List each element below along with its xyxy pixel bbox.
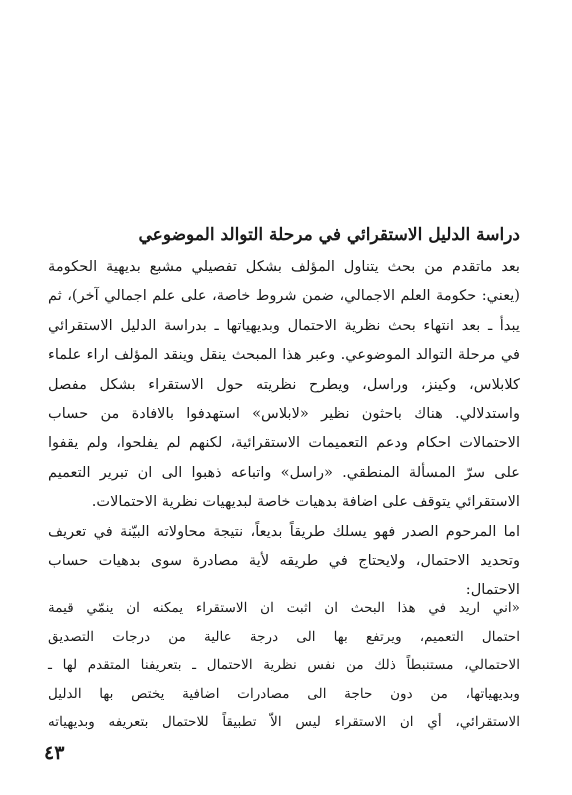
quote-line: احتمال التعميم، ويرتفع بها الى درجة عالية من درجات التصديق	[48, 628, 520, 645]
quote-line: وبديهياتها، من دون حاجة الى مصادرات اضافية يختص بها الدليل	[48, 685, 520, 702]
paragraph-line: الاحتمالات احكام ودعم التعميمات الاستقرائية، لكنهم لم يفلحوا، ولم يقفوا	[48, 434, 520, 452]
section-heading: دراسة الدليل الاستقرائي في مرحلة التوالد الموضوعي	[138, 225, 520, 245]
quote-line: الاحتمالي، مستنبطاً ذلك من نفس نظرية الاحتمال ـ بتعريفنا المتقدم لها ـ	[48, 657, 520, 673]
body-paragraph	[48, 252, 520, 605]
paragraph-line: يبدأ ـ بعد انتهاء بحث نظرية الاحتمال وبديهياتها ـ بدراسة الدليل الاستقرائي	[48, 316, 520, 334]
paragraph-line: واستدلالي. هناك باحثون نظير «لابلاس» استهدفوا بالافادة من حساب	[48, 404, 520, 422]
paragraph-line: كلابلاس، وكينز، وراسل، ويطرح نظريته حول الاستقراء بشكل مفصل	[48, 375, 520, 393]
paragraph-line: (يعني: حكومة العلم الاجمالي، ضمن شروط خاصة، على علم اجمالي آخر)، ثم	[48, 287, 520, 305]
paragraph-line: الاحتمال:	[465, 581, 520, 599]
page-number: ٤٣	[44, 742, 65, 764]
paragraph-line: على سرّ المسألة المنطقي. «راسل» واتباعه ذهبوا الى ان تبرير التعميم	[48, 463, 520, 481]
paragraph-line: في مرحلة التوالد الموضوعي. وعبر هذا المبحث ينقل وينقد المؤلف اراء علماء	[48, 346, 520, 364]
paragraph-line: اما المرحوم الصدر فهو يسلك طريقاً بديعاً، نتيجة محاولاته البيّنة في تعريف	[48, 522, 520, 540]
quote-line: الاستقرائي، أي ان الاستقراء ليس الاّ تطبيقاً للاحتمال بتعريفه وبديهياته	[48, 714, 520, 730]
quote-line: «اني اريد في هذا البحث ان اثبت ان الاستقراء يمكنه ان ينمّي قيمة	[48, 600, 520, 616]
block-quote	[48, 594, 520, 737]
paragraph-line: بعد ماتقدم من بحث يتناول المؤلف بشكل تفصيلي مشبع بديهية الحكومة	[48, 258, 520, 275]
paragraph-line: وتحديد الاحتمال، ولايحتاج في طريقه لأية مصادرة سوى بدهيات حساب	[48, 551, 520, 569]
paragraph-line: الاستقرائي يتوقف على اضافة بدهيات خاصة لبديهيات نظرية الاحتمالات.	[91, 493, 520, 511]
